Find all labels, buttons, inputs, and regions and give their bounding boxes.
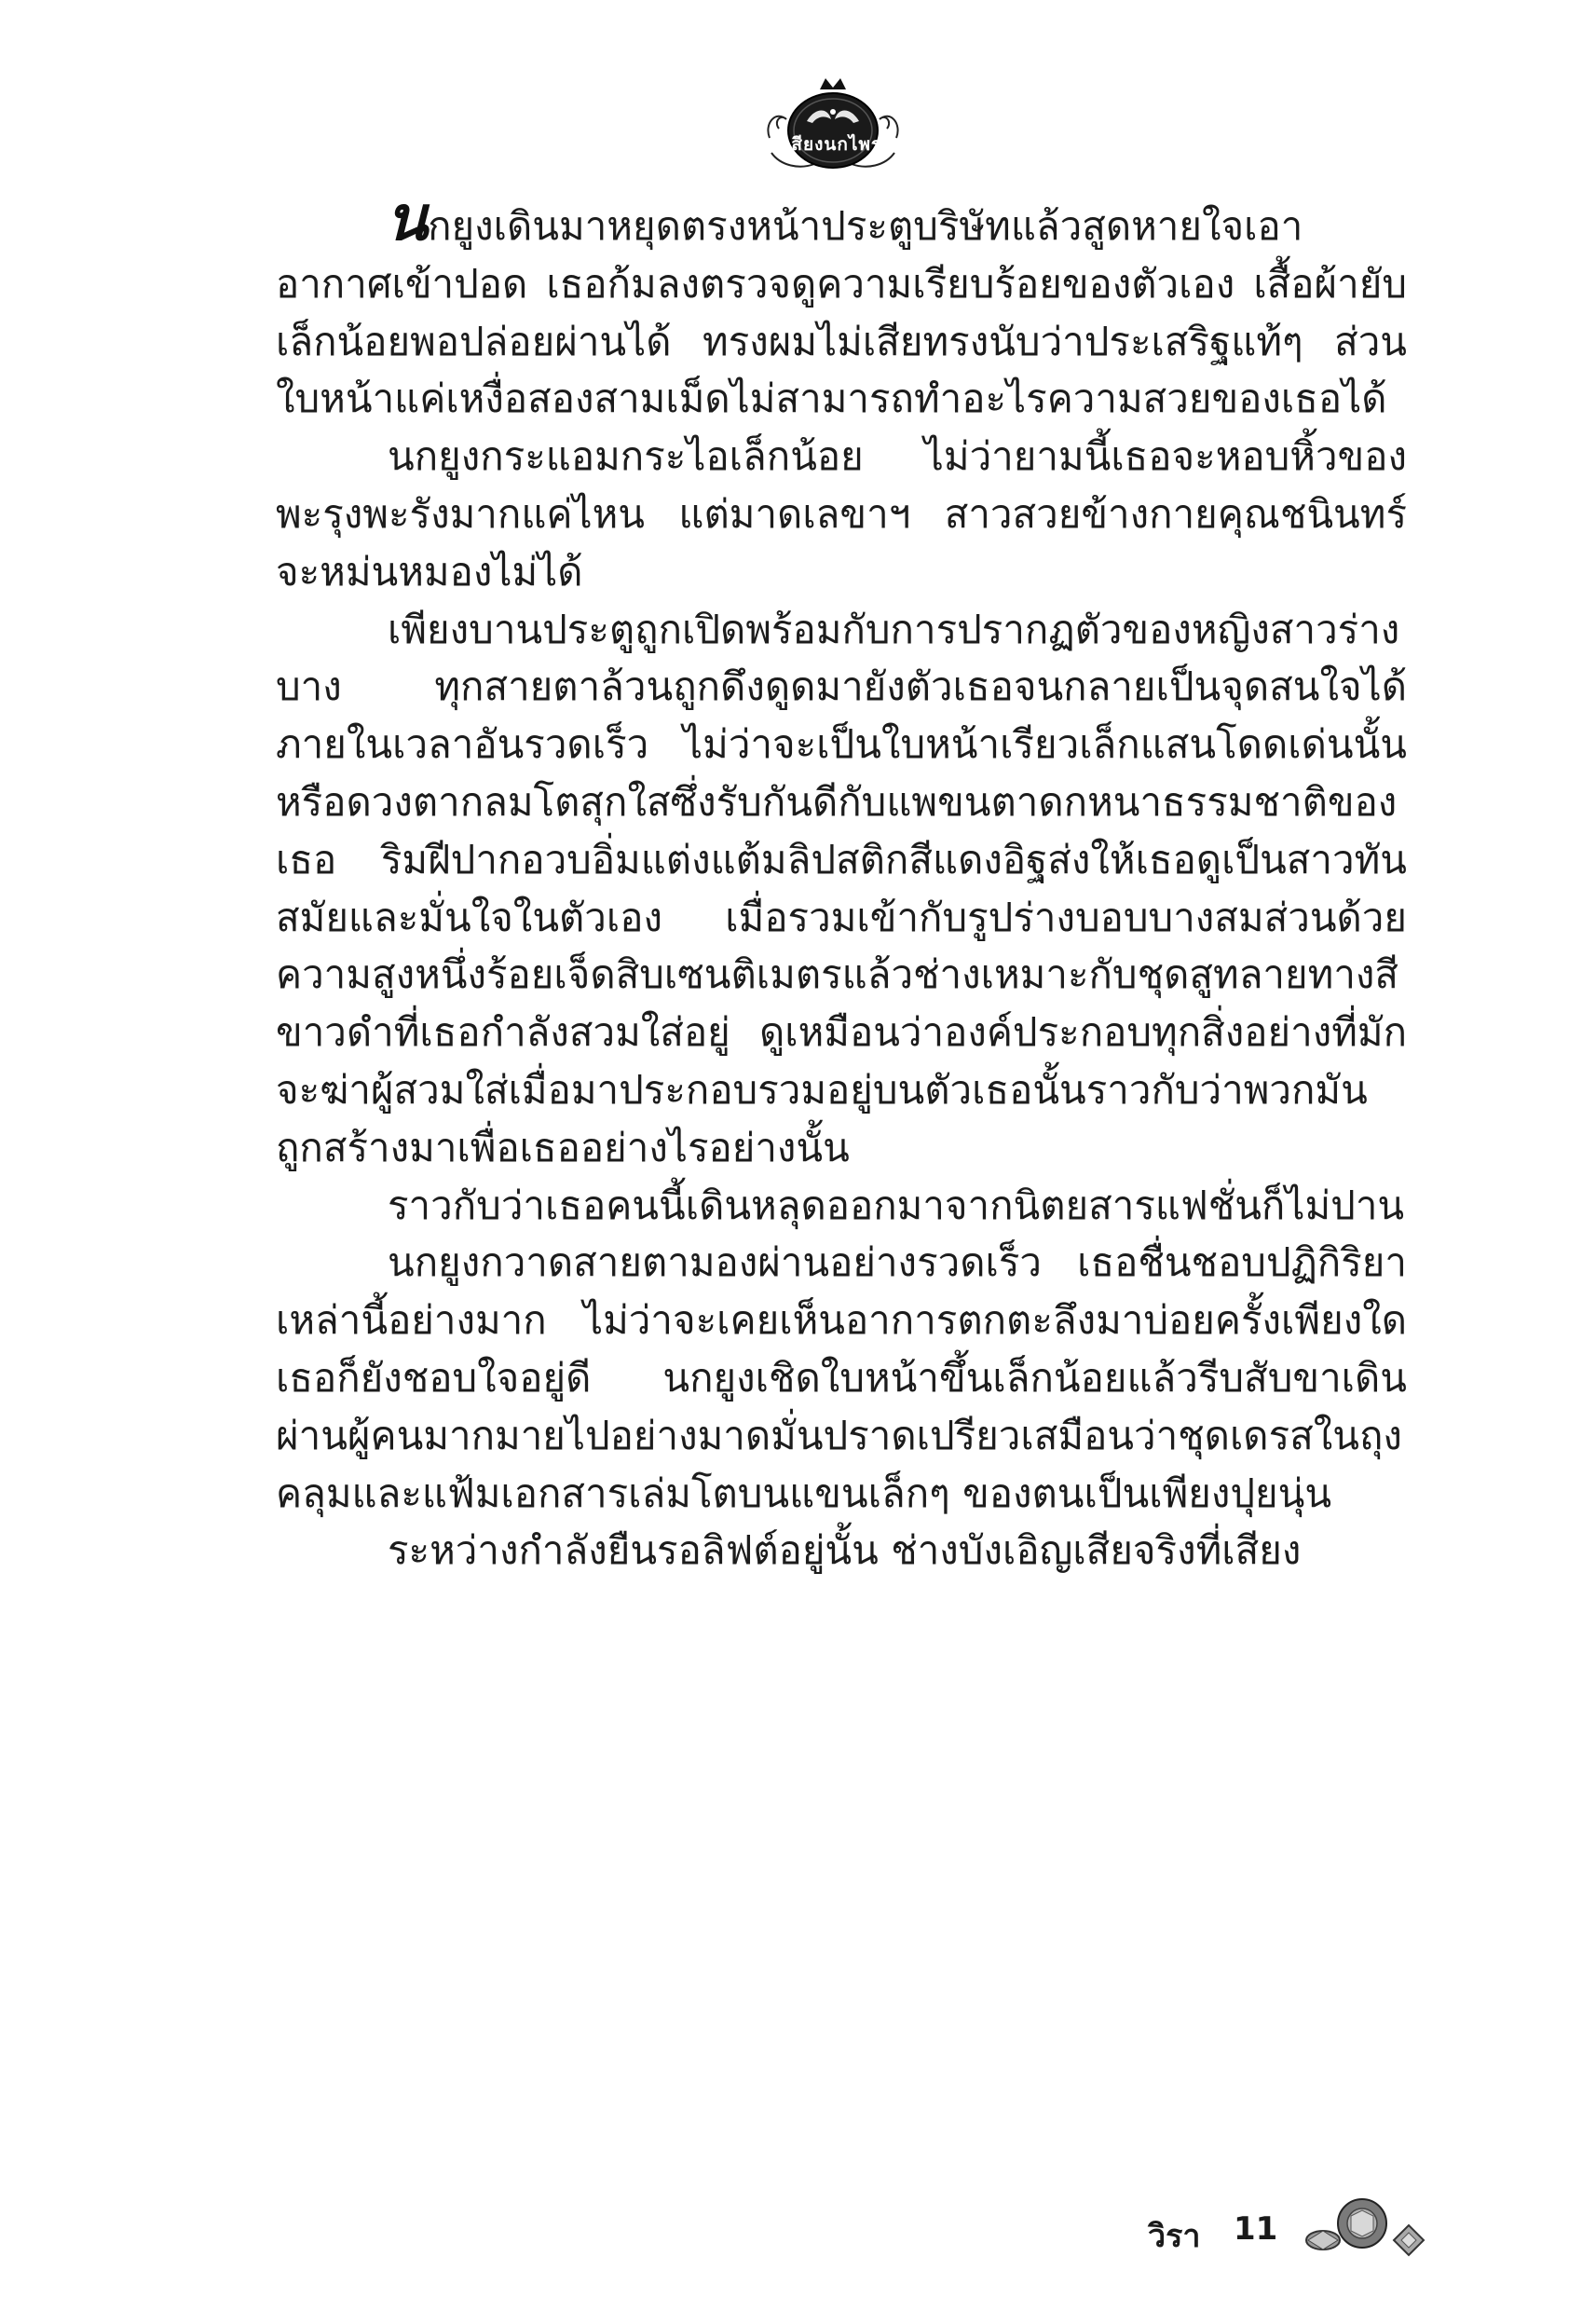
drop-cap: น bbox=[386, 182, 429, 254]
paragraph-1 bbox=[276, 182, 1407, 428]
paragraph-5: นกยูงกวาดสายตามองผ่านอย่างรวดเร็ว เธอชื่นชอบปฏิกิริยาเหล่านี้อย่างมาก ไม่ว่าจะเคยเห็นอาการตกตะลึงมาบ่อยครั้งเพียงใดเธอก็ยังชอบใจอยู่ดี นกยูงเชิดใบหน้าขึ้นเล็กน้อยแล้วรีบสับขาเดินผ่านผู้คนมากมายไปอย่างมาดมั่นปราดเปรียวเสมือนว่าชุดเดรสในถุงคลุมและแฟ้มเอกสารเล่มโตบนแขนเล็กๆ ของตนเป็นเพียงปุยนุ่น bbox=[276, 1239, 1407, 1516]
paragraph-6: ระหว่างกำลังยืนรอลิฟต์อยู่นั้น ช่างบังเอิญเสียจริงที่เสียง bbox=[388, 1527, 1302, 1574]
page-number: 11 bbox=[1234, 2210, 1278, 2248]
chapter-body bbox=[276, 182, 1407, 1579]
paragraph-2: นกยูงกระแอมกระไอเล็กน้อย ไม่ว่ายามนี้เธอจะหอบหิ้วของพะรุงพะรังมากแค่ไหน แต่มาดเลขาฯ สาวสวยข้างกายคุณชนินทร์จะหม่นหมองไม่ได้ bbox=[276, 433, 1407, 595]
gems-icon bbox=[1304, 2192, 1425, 2264]
paragraph-4: ราวกับว่าเธอคนนี้เดินหลุดออกมาจากนิตยสารแฟชั่นก็ไม่ปาน bbox=[388, 1182, 1405, 1228]
book-title: วิรา bbox=[1148, 2218, 1201, 2255]
paragraph-3: เพียงบานประตูถูกเปิดพร้อมกับการปรากฏตัวของหญิงสาวร่างบาง ทุกสายตาล้วนถูกดึงดูดมายังตัวเธอจนกลายเป็นจุดสนใจได้ภายในเวลาอันรวดเร็ว ไม่ว่าจะเป็นใบหน้าเรียวเล็กแสนโดดเด่นนั้น หรือดวงตากลมโตสุกใสซึ่งรับกันดีกับแพขนตาดกหนาธรรมชาติของเธอ ริมฝีปากอวบอิ่มแต่งแต้มลิปสติกสีแดงอิฐส่งให้เธอดูเป็นสาวทันสมัยและมั่นใจในตัวเอง เมื่อรวมเข้ากับรูปร่างบอบบางสมส่วนด้วยความสูงหนึ่งร้อยเจ็ดสิบเซนติเมตรแล้วช่างเหมาะกับชุดสูทลายทางสีขาวดำที่เธอกำลังสวมใส่อยู่ ดูเหมือนว่าองค์ประกอบทุกสิ่งอย่างที่มักจะฆ่าผู้สวมใส่เมื่อมาประกอบรวมอยู่บนตัวเธอนั้นราวกับว่าพวกมันถูกสร้างมาเพื่อเธออย่างไรอย่างนั้น bbox=[276, 606, 1407, 1170]
bird-emblem-icon bbox=[762, 73, 904, 175]
paragraph-text: กยูงเดินมาหยุดตรงหน้าประตูบริษัทแล้วสูดหายใจเอาอากาศเข้าปอด เธอก้มลงตรวจดูความเรียบร้อยของตัวเอง เสื้อผ้ายับเล็กน้อยพอปล่อยผ่านได้ ทรงผมไม่เสียทรงนับว่าประเสริฐแท้ๆ ส่วนใบหน้าแค่เหงื่อสองสามเม็ดไม่สามารถทำอะไรความสวยของเธอได้ bbox=[276, 203, 1407, 422]
emblem-text: เสียงนกไพร bbox=[784, 134, 882, 155]
